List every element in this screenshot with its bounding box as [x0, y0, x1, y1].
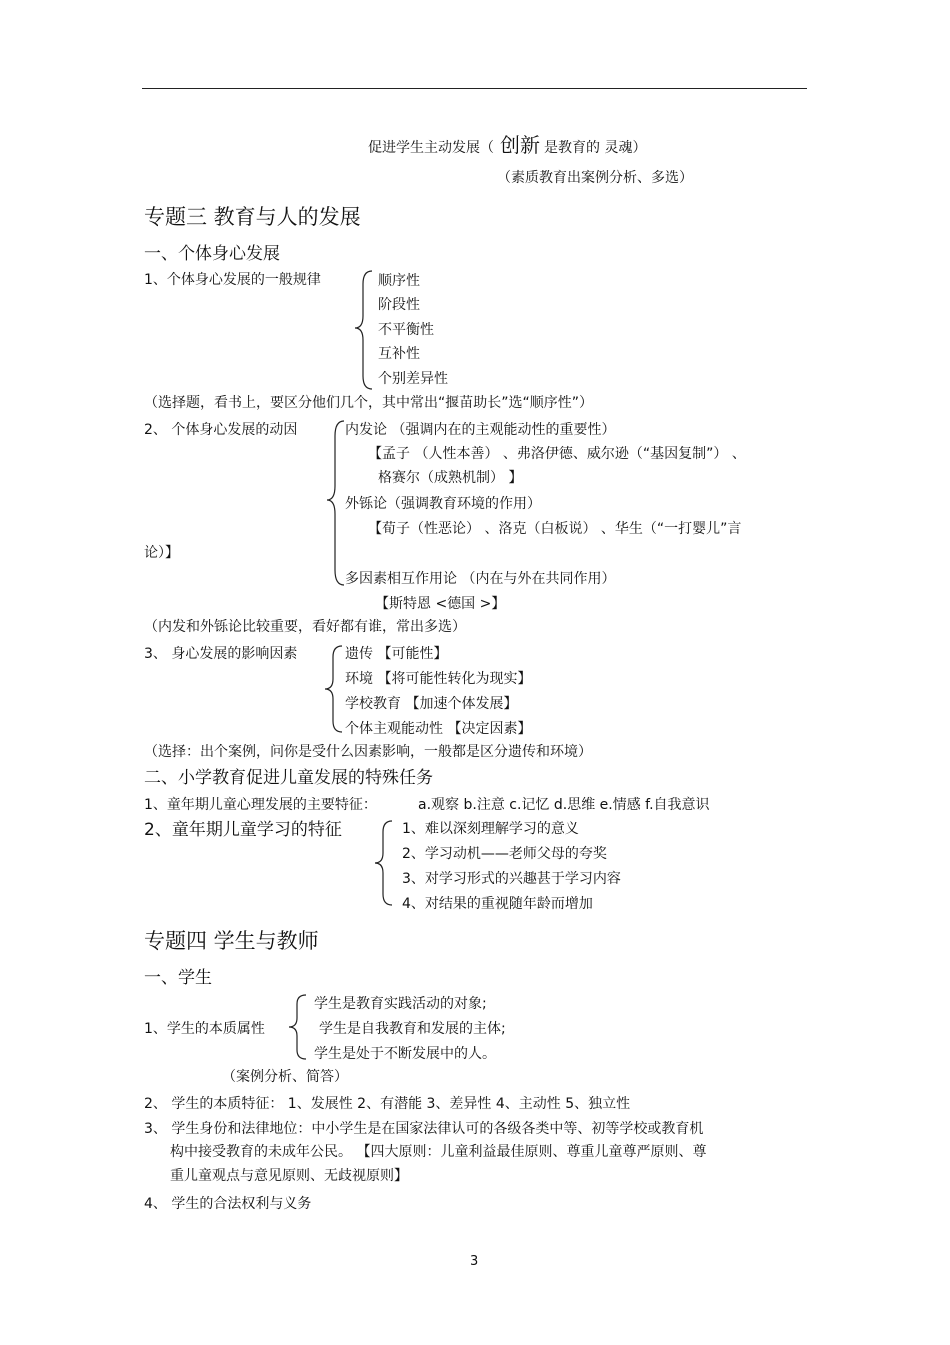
header-line-1-big: 创新	[500, 133, 540, 157]
law-item: 个别差异性	[378, 371, 448, 387]
multi-factor-example: 【斯特恩 <德国 >】	[375, 596, 506, 612]
header-rule	[142, 88, 807, 89]
topic3-item1-label: 1、个体身心发展的一般规律	[144, 272, 321, 288]
study-trait-item: 4、对结果的重视随年龄而增加	[402, 896, 593, 912]
law-item: 互补性	[378, 346, 420, 362]
law-item: 顺序性	[378, 273, 420, 289]
topic3-item3-label: 3、 身心发展的影响因素	[144, 646, 298, 662]
topic3-s2-item2-label: 2、童年期儿童学习的特征	[144, 820, 342, 840]
law-item: 阶段性	[378, 297, 420, 313]
topic4-item3-line1: 3、 学生身份和法律地位：中小学生是在国家法律认可的各级各类中等、初等学校或教育机	[144, 1121, 704, 1137]
factor-item: 学校教育 【加速个体发展】	[345, 696, 518, 712]
factor-item: 环境 【将可能性转化为现实】	[345, 671, 532, 687]
inner-theory-examples-2: 格赛尔（成熟机制） 】	[378, 470, 523, 486]
topic3-s2-item1-value: a.观察 b.注意 c.记忆 d.思维 e.情感 f.自我意识	[418, 797, 710, 813]
topic3-item1-note: （选择题，看书上，要区分他们几个，其中常出“揠苗助长”选“顺序性”）	[144, 395, 594, 411]
header-line-2: （素质教育出案例分析、多选）	[497, 170, 693, 186]
student-property-item: 学生是处于不断发展中的人。	[314, 1046, 496, 1062]
topic3-title: 专题三 教育与人的发展	[144, 205, 361, 229]
header-line-1-b: 是教育的 灵魂）	[544, 140, 647, 156]
topic4-item2: 2、 学生的本质特征： 1、发展性 2、有潜能 3、差异性 4、主动性 5、独立性	[144, 1096, 631, 1112]
study-trait-item: 3、对学习形式的兴趣甚于学习内容	[402, 871, 621, 887]
topic3-item3-note: （选择：出个案例，问你是受什么因素影响，一般都是区分遗传和环境）	[144, 744, 592, 760]
topic4-title: 专题四 学生与教师	[144, 929, 319, 953]
topic4-section1-heading: 一、学生	[144, 968, 212, 988]
header-line-1	[368, 134, 646, 159]
student-property-item: 学生是自我教育和发展的主体;	[319, 1021, 506, 1037]
brace-5	[288, 994, 310, 1060]
page-number: 3	[470, 1254, 479, 1269]
topic3-s2-item1-label: 1、童年期儿童心理发展的主要特征：	[144, 797, 377, 813]
brace-1	[354, 270, 376, 390]
inner-theory-examples-1: 【孟子 （人性本善） 、弗洛伊德、威尔逊（“基因复制”） 、	[368, 446, 746, 462]
study-trait-item: 1、难以深刻理解学习的意义	[402, 821, 579, 837]
topic4-item3-line2: 构中接受教育的未成年公民。 【四大原则：儿童利益最佳原则、尊重儿童尊严原则、尊	[170, 1144, 707, 1160]
brace-3	[324, 645, 346, 733]
outer-theory-examples-2: 论）】	[144, 545, 179, 561]
topic4-item1-label: 1、学生的本质属性	[144, 1021, 265, 1037]
factor-item: 个体主观能动性 【决定因素】	[345, 721, 532, 737]
student-property-item: 学生是教育实践活动的对象;	[314, 996, 487, 1012]
topic3-section2-heading: 二、小学教育促进儿童发展的特殊任务	[144, 768, 433, 788]
topic4-item1-note: （案例分析、简答）	[222, 1069, 348, 1085]
factor-item: 遗传 【可能性】	[345, 646, 448, 662]
topic3-section1-heading: 一、个体身心发展	[144, 244, 280, 264]
header-line-1-a: 促进学生主动发展（	[368, 140, 494, 156]
multi-factor-theory: 多因素相互作用论 （内在与外在共同作用）	[345, 571, 616, 587]
topic4-item3-line3: 重儿童观点与意见原则、无歧视原则】	[170, 1168, 408, 1184]
topic3-item2-note: （内发和外铄论比较重要，看好都有谁，常出多选）	[144, 619, 466, 635]
brace-4	[374, 820, 396, 906]
outer-theory: 外铄论（强调教育环境的作用）	[345, 496, 541, 512]
topic4-item4: 4、 学生的合法权利与义务	[144, 1196, 312, 1212]
outer-theory-examples-1: 【荀子（性恶论） 、洛克（白板说） 、华生（“一打婴儿”言	[368, 521, 742, 537]
law-item: 不平衡性	[378, 322, 434, 338]
inner-theory: 内发论 （强调内在的主观能动性的重要性）	[345, 422, 616, 438]
study-trait-item: 2、学习动机——老师父母的夸奖	[402, 846, 607, 862]
topic3-item2-label: 2、 个体身心发展的动因	[144, 422, 298, 438]
